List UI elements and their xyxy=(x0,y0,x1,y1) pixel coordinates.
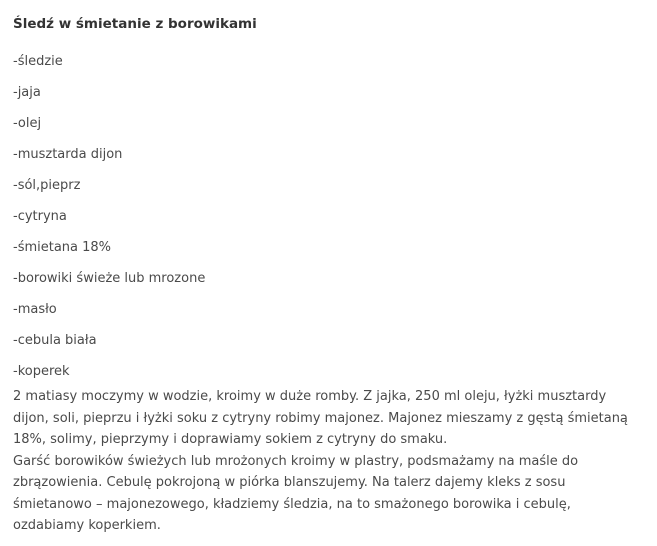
ingredient-item: -koperek xyxy=(13,364,70,379)
ingredient-item: -musztarda dijon xyxy=(13,147,123,162)
ingredient-item: -borowiki świeże lub mrozone xyxy=(13,271,206,286)
ingredient-item: -śmietana 18% xyxy=(13,240,112,255)
ingredients-list xyxy=(13,46,205,387)
instruction-paragraph: Garść borowików świeżych lub mrożonych kroimy w plastry, podsmażamy na maśle do zbrązowienia. Cebulę pokrojoną w piórka blanszujemy. Na talerz dajemy kleks z sosu śmietanowo – majonezowego, kładziemy śledzia, na to smażonego borowika i cebulę, ozdabiamy koperkiem. xyxy=(13,453,579,533)
recipe-title: Śledź w śmietanie z borowikami xyxy=(13,16,257,32)
ingredient-item: -olej xyxy=(13,116,42,131)
ingredient-item: -cytryna xyxy=(13,209,67,224)
ingredient-item: -sól,pieprz xyxy=(13,178,81,193)
ingredient-item: -cebula biała xyxy=(13,333,97,348)
ingredient-item: -jaja xyxy=(13,85,41,100)
ingredient-item: -śledzie xyxy=(13,54,63,69)
instruction-paragraph: 2 matiasy moczymy w wodzie, kroimy w duże romby. Z jajka, 250 ml oleju, łyżki musztardy dijon, soli, pieprzu i łyżki soku z cytryny robimy majonez. Majonez mieszamy z gęstą śmietaną 18%, solimy, pieprzymy i doprawiamy sokiem z cytryny do smaku. xyxy=(13,389,628,447)
instructions xyxy=(13,386,643,537)
ingredient-item: -masło xyxy=(13,302,57,317)
